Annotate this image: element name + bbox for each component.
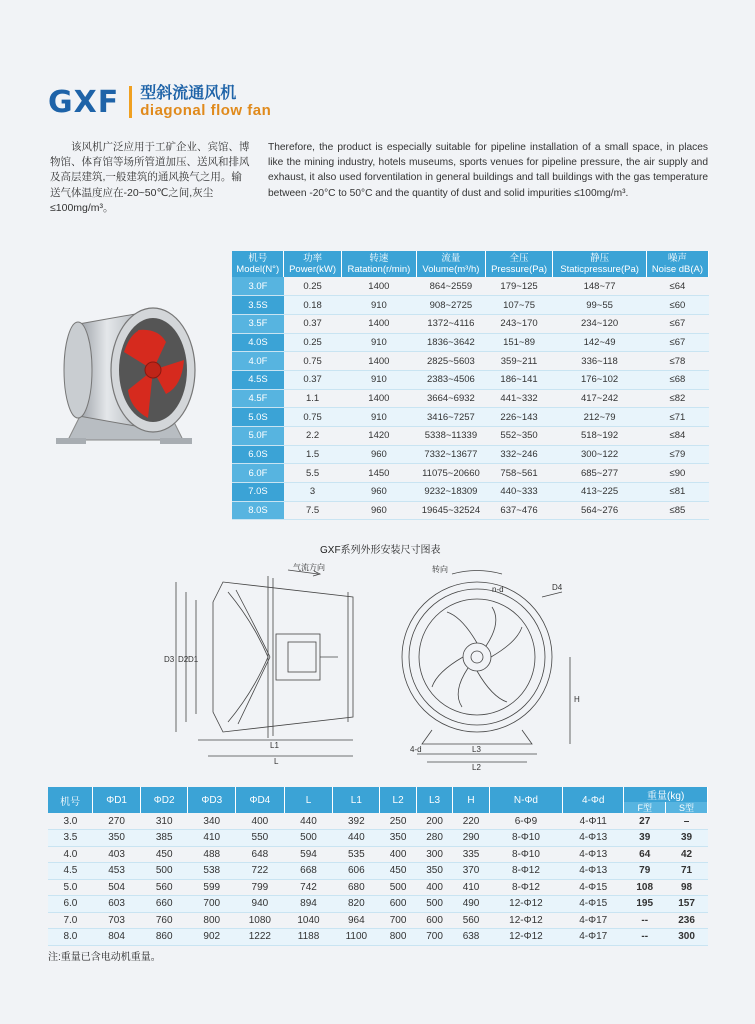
table-cell: 1222 bbox=[236, 929, 285, 946]
table-cell: ≤71 bbox=[646, 408, 708, 427]
table-cell: 151~89 bbox=[485, 333, 553, 352]
table-row bbox=[232, 464, 709, 483]
header-static-pressure bbox=[553, 251, 647, 277]
model-cell: 4.0S bbox=[232, 333, 284, 352]
description-chinese: 该风机广泛应用于工矿企业、宾馆、博物馆、体育馆等场所管道加压、送风和排风及高层建筑,一般建筑的通风换气之用。输送气体温度应在-20~50℃之间,灰尘≤100mg/m³。 bbox=[50, 141, 250, 214]
table-cell: 400 bbox=[380, 846, 416, 863]
table-cell: 504 bbox=[93, 879, 141, 896]
table-cell: 910 bbox=[341, 333, 416, 352]
table-cell: -- bbox=[624, 912, 666, 929]
table-cell: 4-Φ11 bbox=[563, 813, 624, 830]
table-cell: 79 bbox=[624, 863, 666, 880]
table-cell: 560 bbox=[140, 879, 188, 896]
header-cn: 噪声 bbox=[667, 253, 687, 264]
table-cell: 413~225 bbox=[553, 483, 647, 502]
dim-h: H bbox=[574, 695, 580, 704]
table-cell: 700 bbox=[380, 912, 416, 929]
table-cell: 39 bbox=[624, 830, 666, 847]
table-cell: 280 bbox=[416, 830, 452, 847]
table-cell: 370 bbox=[453, 863, 489, 880]
table-cell: 1400 bbox=[341, 277, 416, 296]
table-cell: 417~242 bbox=[553, 389, 647, 408]
table-cell: – bbox=[666, 813, 708, 830]
table-cell: 350 bbox=[93, 830, 141, 847]
table-row bbox=[48, 929, 708, 946]
table-cell: 4-Φ13 bbox=[563, 863, 624, 880]
table-cell: 500 bbox=[284, 830, 333, 847]
brand-logo-text: GXF bbox=[48, 84, 120, 120]
table-cell: ≤79 bbox=[646, 445, 708, 464]
table-cell: 4-Φ13 bbox=[563, 846, 624, 863]
table-cell: 403 bbox=[93, 846, 141, 863]
table-cell: 12-Φ12 bbox=[489, 929, 562, 946]
header-cn: 功率 bbox=[303, 253, 323, 264]
header-d3: ΦD3 bbox=[188, 787, 236, 813]
table-cell: 236 bbox=[666, 912, 708, 929]
table-cell: 410 bbox=[188, 830, 236, 847]
dim-l2: L2 bbox=[472, 763, 481, 772]
header-en: Noise dB(A) bbox=[651, 264, 704, 275]
table-cell: 680 bbox=[333, 879, 380, 896]
table-cell: 538 bbox=[188, 863, 236, 880]
title-chinese: 型斜流通风机 bbox=[140, 84, 237, 102]
table-cell: 864~2559 bbox=[417, 277, 486, 296]
model-cell: 4.5F bbox=[232, 389, 284, 408]
table-cell: 594 bbox=[284, 846, 333, 863]
table-cell: 392 bbox=[333, 813, 380, 830]
table-cell: 1420 bbox=[341, 427, 416, 446]
table-row bbox=[232, 352, 709, 371]
table-cell: 500 bbox=[380, 879, 416, 896]
table-cell: 400 bbox=[416, 879, 452, 896]
table-cell: 518~192 bbox=[553, 427, 647, 446]
header-d4: ΦD4 bbox=[236, 787, 285, 813]
table-row bbox=[232, 483, 709, 502]
model-cell: 6.0F bbox=[232, 464, 284, 483]
fan-product-image bbox=[48, 290, 198, 460]
table-row bbox=[48, 879, 708, 896]
table-cell: 703 bbox=[93, 912, 141, 929]
model-cell: 7.0S bbox=[232, 483, 284, 502]
table-cell: 668 bbox=[284, 863, 333, 880]
table-cell: 4-Φ15 bbox=[563, 879, 624, 896]
table-cell: ≤60 bbox=[646, 296, 708, 315]
table-cell: 1836~3642 bbox=[417, 333, 486, 352]
table-cell: ≤82 bbox=[646, 389, 708, 408]
title-english: diagonal flow fan bbox=[140, 101, 272, 119]
table-cell: 2383~4506 bbox=[417, 370, 486, 389]
table-cell: 648 bbox=[236, 846, 285, 863]
table-cell: 3664~6932 bbox=[417, 389, 486, 408]
table-cell: 300 bbox=[666, 929, 708, 946]
table-cell: 1400 bbox=[341, 314, 416, 333]
table-cell: 1400 bbox=[341, 389, 416, 408]
table-cell: 440 bbox=[333, 830, 380, 847]
table-cell: 226~143 bbox=[485, 408, 553, 427]
table-cell: 234~120 bbox=[553, 314, 647, 333]
table-cell: ≤64 bbox=[646, 277, 708, 296]
table-cell: 0.37 bbox=[284, 370, 341, 389]
header-cn: 机号 bbox=[248, 253, 268, 264]
table-row bbox=[232, 370, 709, 389]
dim-4d: 4-d bbox=[410, 745, 422, 754]
dim-nd: n-d bbox=[492, 585, 504, 594]
table-cell: 340 bbox=[188, 813, 236, 830]
table-cell: 820 bbox=[333, 896, 380, 913]
header-weight-f: F型 bbox=[624, 802, 666, 813]
side-view-drawing bbox=[158, 562, 388, 772]
table-row bbox=[48, 813, 708, 830]
table-row bbox=[232, 277, 709, 296]
model-cell: 4.0F bbox=[232, 352, 284, 371]
table-cell: 860 bbox=[140, 929, 188, 946]
table-cell: 603 bbox=[93, 896, 141, 913]
dim-d3: D3 bbox=[164, 655, 175, 664]
header-model: 机号 bbox=[48, 787, 93, 813]
table-cell: 270 bbox=[93, 813, 141, 830]
header-n-d: N-Φd bbox=[489, 787, 562, 813]
table-cell: 2.2 bbox=[284, 427, 341, 446]
table-cell: 910 bbox=[341, 370, 416, 389]
table-cell: 335 bbox=[453, 846, 489, 863]
table-cell: 400 bbox=[236, 813, 285, 830]
model-cell: 5.0S bbox=[232, 408, 284, 427]
rotation-label: 转向 bbox=[432, 565, 448, 574]
table-cell: 490 bbox=[453, 896, 489, 913]
header-l1: L1 bbox=[333, 787, 380, 813]
table-cell: 332~246 bbox=[485, 445, 553, 464]
table-cell: 98 bbox=[666, 879, 708, 896]
table-cell: 940 bbox=[236, 896, 285, 913]
footnote: 注:重量已含电动机重量。 bbox=[48, 952, 161, 963]
header-cn: 静压 bbox=[590, 253, 610, 264]
table-cell: 3 bbox=[284, 483, 341, 502]
table-row bbox=[48, 863, 708, 880]
front-view-drawing bbox=[392, 562, 592, 772]
table-cell: 157 bbox=[666, 896, 708, 913]
table-cell: 7.5 bbox=[284, 501, 341, 520]
table-cell: 600 bbox=[416, 912, 452, 929]
table-cell: 1188 bbox=[284, 929, 333, 946]
header-en: Pressure(Pa) bbox=[491, 264, 548, 275]
table-cell: 310 bbox=[140, 813, 188, 830]
table-cell: 910 bbox=[341, 408, 416, 427]
table-cell: 148~77 bbox=[553, 277, 647, 296]
table-cell: ≤68 bbox=[646, 370, 708, 389]
table-cell: 760 bbox=[140, 912, 188, 929]
table-cell: 39 bbox=[666, 830, 708, 847]
table-cell: 2825~5603 bbox=[417, 352, 486, 371]
table-cell: 1450 bbox=[341, 464, 416, 483]
table-cell: 8-Φ12 bbox=[489, 863, 562, 880]
performance-table bbox=[232, 251, 709, 520]
table-cell: 685~277 bbox=[553, 464, 647, 483]
table-cell: 195 bbox=[624, 896, 666, 913]
model-cell: 3.0 bbox=[48, 813, 93, 830]
table-cell: 440 bbox=[284, 813, 333, 830]
table-cell: 0.75 bbox=[284, 352, 341, 371]
table-cell: ≤81 bbox=[646, 483, 708, 502]
table-cell: 250 bbox=[380, 813, 416, 830]
table-cell: 600 bbox=[380, 896, 416, 913]
table-cell: 552~350 bbox=[485, 427, 553, 446]
dim-l3: L3 bbox=[472, 745, 481, 754]
table-cell: 535 bbox=[333, 846, 380, 863]
table-cell: 11075~20660 bbox=[417, 464, 486, 483]
table-cell: 8-Φ10 bbox=[489, 846, 562, 863]
table-cell: 637~476 bbox=[485, 501, 553, 520]
table-cell: 910 bbox=[341, 296, 416, 315]
table-cell: 0.37 bbox=[284, 314, 341, 333]
table-row bbox=[232, 333, 709, 352]
dim-d2: D2 bbox=[178, 655, 189, 664]
table-cell: 336~118 bbox=[553, 352, 647, 371]
header-d2: ΦD2 bbox=[140, 787, 188, 813]
table-cell: 359~211 bbox=[485, 352, 553, 371]
table-cell: 19645~32524 bbox=[417, 501, 486, 520]
table-cell: 1100 bbox=[333, 929, 380, 946]
header-4-d: 4-Φd bbox=[563, 787, 624, 813]
table-row bbox=[232, 408, 709, 427]
table-cell: 0.25 bbox=[284, 277, 341, 296]
table-cell: 4-Φ17 bbox=[563, 929, 624, 946]
table-cell: 488 bbox=[188, 846, 236, 863]
table-cell: 12-Φ12 bbox=[489, 912, 562, 929]
table-row bbox=[48, 896, 708, 913]
dimension-table-header bbox=[48, 787, 708, 802]
header-pressure bbox=[485, 251, 553, 277]
dim-l1: L1 bbox=[270, 741, 279, 750]
table-cell: 1400 bbox=[341, 352, 416, 371]
header-noise bbox=[646, 251, 708, 277]
table-cell: 9232~18309 bbox=[417, 483, 486, 502]
table-cell: 220 bbox=[453, 813, 489, 830]
table-row bbox=[232, 314, 709, 333]
header-cn: 转速 bbox=[369, 253, 389, 264]
header-en: Ratation(r/min) bbox=[347, 264, 411, 275]
table-cell: 638 bbox=[453, 929, 489, 946]
header-en: Staticpressure(Pa) bbox=[560, 264, 639, 275]
table-row bbox=[232, 389, 709, 408]
table-row bbox=[48, 830, 708, 847]
model-cell: 8.0 bbox=[48, 929, 93, 946]
model-cell: 8.0S bbox=[232, 501, 284, 520]
table-cell: 700 bbox=[416, 929, 452, 946]
table-cell: 599 bbox=[188, 879, 236, 896]
table-cell: 186~141 bbox=[485, 370, 553, 389]
table-cell: 64 bbox=[624, 846, 666, 863]
table-row bbox=[232, 501, 709, 520]
model-cell: 4.5 bbox=[48, 863, 93, 880]
table-cell: 1080 bbox=[236, 912, 285, 929]
header-volume bbox=[417, 251, 486, 277]
header-l2: L2 bbox=[380, 787, 416, 813]
table-cell: 800 bbox=[188, 912, 236, 929]
table-cell: 440~333 bbox=[485, 483, 553, 502]
header-cn: 流量 bbox=[441, 253, 461, 264]
table-cell: 960 bbox=[341, 445, 416, 464]
table-cell: 385 bbox=[140, 830, 188, 847]
description-english: Therefore, the product is especially suitable for pipeline installation of a small space, in places like the mining industry, hotels museums, sports venues for pipeline pressure, the air supply and exhaust, it also used forventilation in general buildings and tall buildings with the gas temperature between -20°C to 50°C and the quantity of dust and solid impurities ≤100mg/m³. bbox=[268, 142, 708, 199]
diagram-title: GXF系列外形安装尺寸图表 bbox=[320, 545, 441, 556]
table-cell: ≤90 bbox=[646, 464, 708, 483]
dim-d4: D4 bbox=[552, 583, 563, 592]
model-cell: 3.5S bbox=[232, 296, 284, 315]
table-cell: 300 bbox=[416, 846, 452, 863]
table-cell: 107~75 bbox=[485, 296, 553, 315]
header-rotation bbox=[341, 251, 416, 277]
table-cell: 500 bbox=[140, 863, 188, 880]
table-cell: 804 bbox=[93, 929, 141, 946]
table-cell: 564~276 bbox=[553, 501, 647, 520]
model-cell: 3.5F bbox=[232, 314, 284, 333]
table-cell: 99~55 bbox=[553, 296, 647, 315]
table-cell: 350 bbox=[416, 863, 452, 880]
table-cell: 660 bbox=[140, 896, 188, 913]
table-cell: 8-Φ10 bbox=[489, 830, 562, 847]
table-row bbox=[232, 296, 709, 315]
table-cell: 12-Φ12 bbox=[489, 896, 562, 913]
performance-table-header bbox=[232, 251, 709, 277]
table-row bbox=[232, 445, 709, 464]
table-cell: ≤84 bbox=[646, 427, 708, 446]
table-cell: 350 bbox=[380, 830, 416, 847]
table-cell: 3416~7257 bbox=[417, 408, 486, 427]
table-cell: 908~2725 bbox=[417, 296, 486, 315]
table-cell: 758~561 bbox=[485, 464, 553, 483]
table-cell: 742 bbox=[284, 879, 333, 896]
table-cell: 6-Φ9 bbox=[489, 813, 562, 830]
table-cell: ≤78 bbox=[646, 352, 708, 371]
table-cell: 1040 bbox=[284, 912, 333, 929]
table-cell: ≤67 bbox=[646, 314, 708, 333]
table-cell: 0.75 bbox=[284, 408, 341, 427]
header-en: Power(kW) bbox=[289, 264, 337, 275]
table-cell: 799 bbox=[236, 879, 285, 896]
table-cell: 964 bbox=[333, 912, 380, 929]
table-cell: 7332~13677 bbox=[417, 445, 486, 464]
table-cell: 290 bbox=[453, 830, 489, 847]
table-cell: 4-Φ17 bbox=[563, 912, 624, 929]
table-cell: 243~170 bbox=[485, 314, 553, 333]
table-cell: 0.18 bbox=[284, 296, 341, 315]
table-cell: 300~122 bbox=[553, 445, 647, 464]
table-row bbox=[232, 427, 709, 446]
table-cell: ≤67 bbox=[646, 333, 708, 352]
model-cell: 3.5 bbox=[48, 830, 93, 847]
page-header bbox=[48, 82, 271, 122]
table-cell: 42 bbox=[666, 846, 708, 863]
table-row bbox=[48, 912, 708, 929]
table-cell: 200 bbox=[416, 813, 452, 830]
header-en: Model(N°) bbox=[236, 264, 280, 275]
header-l: L bbox=[284, 787, 333, 813]
header-l3: L3 bbox=[416, 787, 452, 813]
table-cell: 1.5 bbox=[284, 445, 341, 464]
dim-l: L bbox=[274, 757, 279, 766]
table-cell: 441~332 bbox=[485, 389, 553, 408]
model-cell: 5.0F bbox=[232, 427, 284, 446]
model-cell: 4.0 bbox=[48, 846, 93, 863]
table-cell: ≤85 bbox=[646, 501, 708, 520]
table-cell: 450 bbox=[380, 863, 416, 880]
dim-d1: D1 bbox=[188, 655, 199, 664]
table-cell: 550 bbox=[236, 830, 285, 847]
table-cell: 4-Φ15 bbox=[563, 896, 624, 913]
table-row bbox=[48, 846, 708, 863]
table-cell: 176~102 bbox=[553, 370, 647, 389]
table-cell: 27 bbox=[624, 813, 666, 830]
table-cell: 5.5 bbox=[284, 464, 341, 483]
table-cell: 212~79 bbox=[553, 408, 647, 427]
title-divider bbox=[129, 86, 132, 118]
dimension-table bbox=[48, 787, 708, 946]
model-cell: 5.0 bbox=[48, 879, 93, 896]
table-cell: 894 bbox=[284, 896, 333, 913]
table-cell: 453 bbox=[93, 863, 141, 880]
header-d1: ΦD1 bbox=[93, 787, 141, 813]
table-cell: 179~125 bbox=[485, 277, 553, 296]
airflow-label: 气流方向 bbox=[293, 563, 325, 572]
table-cell: 8-Φ12 bbox=[489, 879, 562, 896]
header-model bbox=[232, 251, 284, 277]
title-block bbox=[140, 86, 271, 119]
model-cell: 4.5S bbox=[232, 370, 284, 389]
table-cell: 71 bbox=[666, 863, 708, 880]
header-weight-s: S型 bbox=[666, 802, 708, 813]
table-cell: 0.25 bbox=[284, 333, 341, 352]
table-cell: 450 bbox=[140, 846, 188, 863]
table-cell: 5338~11339 bbox=[417, 427, 486, 446]
table-cell: 410 bbox=[453, 879, 489, 896]
table-cell: 606 bbox=[333, 863, 380, 880]
table-cell: 142~49 bbox=[553, 333, 647, 352]
header-power bbox=[284, 251, 341, 277]
table-cell: -- bbox=[624, 929, 666, 946]
table-cell: 4-Φ13 bbox=[563, 830, 624, 847]
model-cell: 3.0F bbox=[232, 277, 284, 296]
table-cell: 800 bbox=[380, 929, 416, 946]
table-cell: 500 bbox=[416, 896, 452, 913]
model-cell: 7.0 bbox=[48, 912, 93, 929]
table-cell: 700 bbox=[188, 896, 236, 913]
table-cell: 1372~4116 bbox=[417, 314, 486, 333]
table-cell: 960 bbox=[341, 501, 416, 520]
header-en: Volume(m³/h) bbox=[422, 264, 480, 275]
table-cell: 1.1 bbox=[284, 389, 341, 408]
header-h: H bbox=[453, 787, 489, 813]
table-cell: 960 bbox=[341, 483, 416, 502]
header-weight: 重量(kg) bbox=[624, 787, 708, 802]
table-cell: 722 bbox=[236, 863, 285, 880]
model-cell: 6.0S bbox=[232, 445, 284, 464]
table-cell: 902 bbox=[188, 929, 236, 946]
model-cell: 6.0 bbox=[48, 896, 93, 913]
header-cn: 全压 bbox=[509, 253, 529, 264]
table-cell: 108 bbox=[624, 879, 666, 896]
table-cell: 560 bbox=[453, 912, 489, 929]
